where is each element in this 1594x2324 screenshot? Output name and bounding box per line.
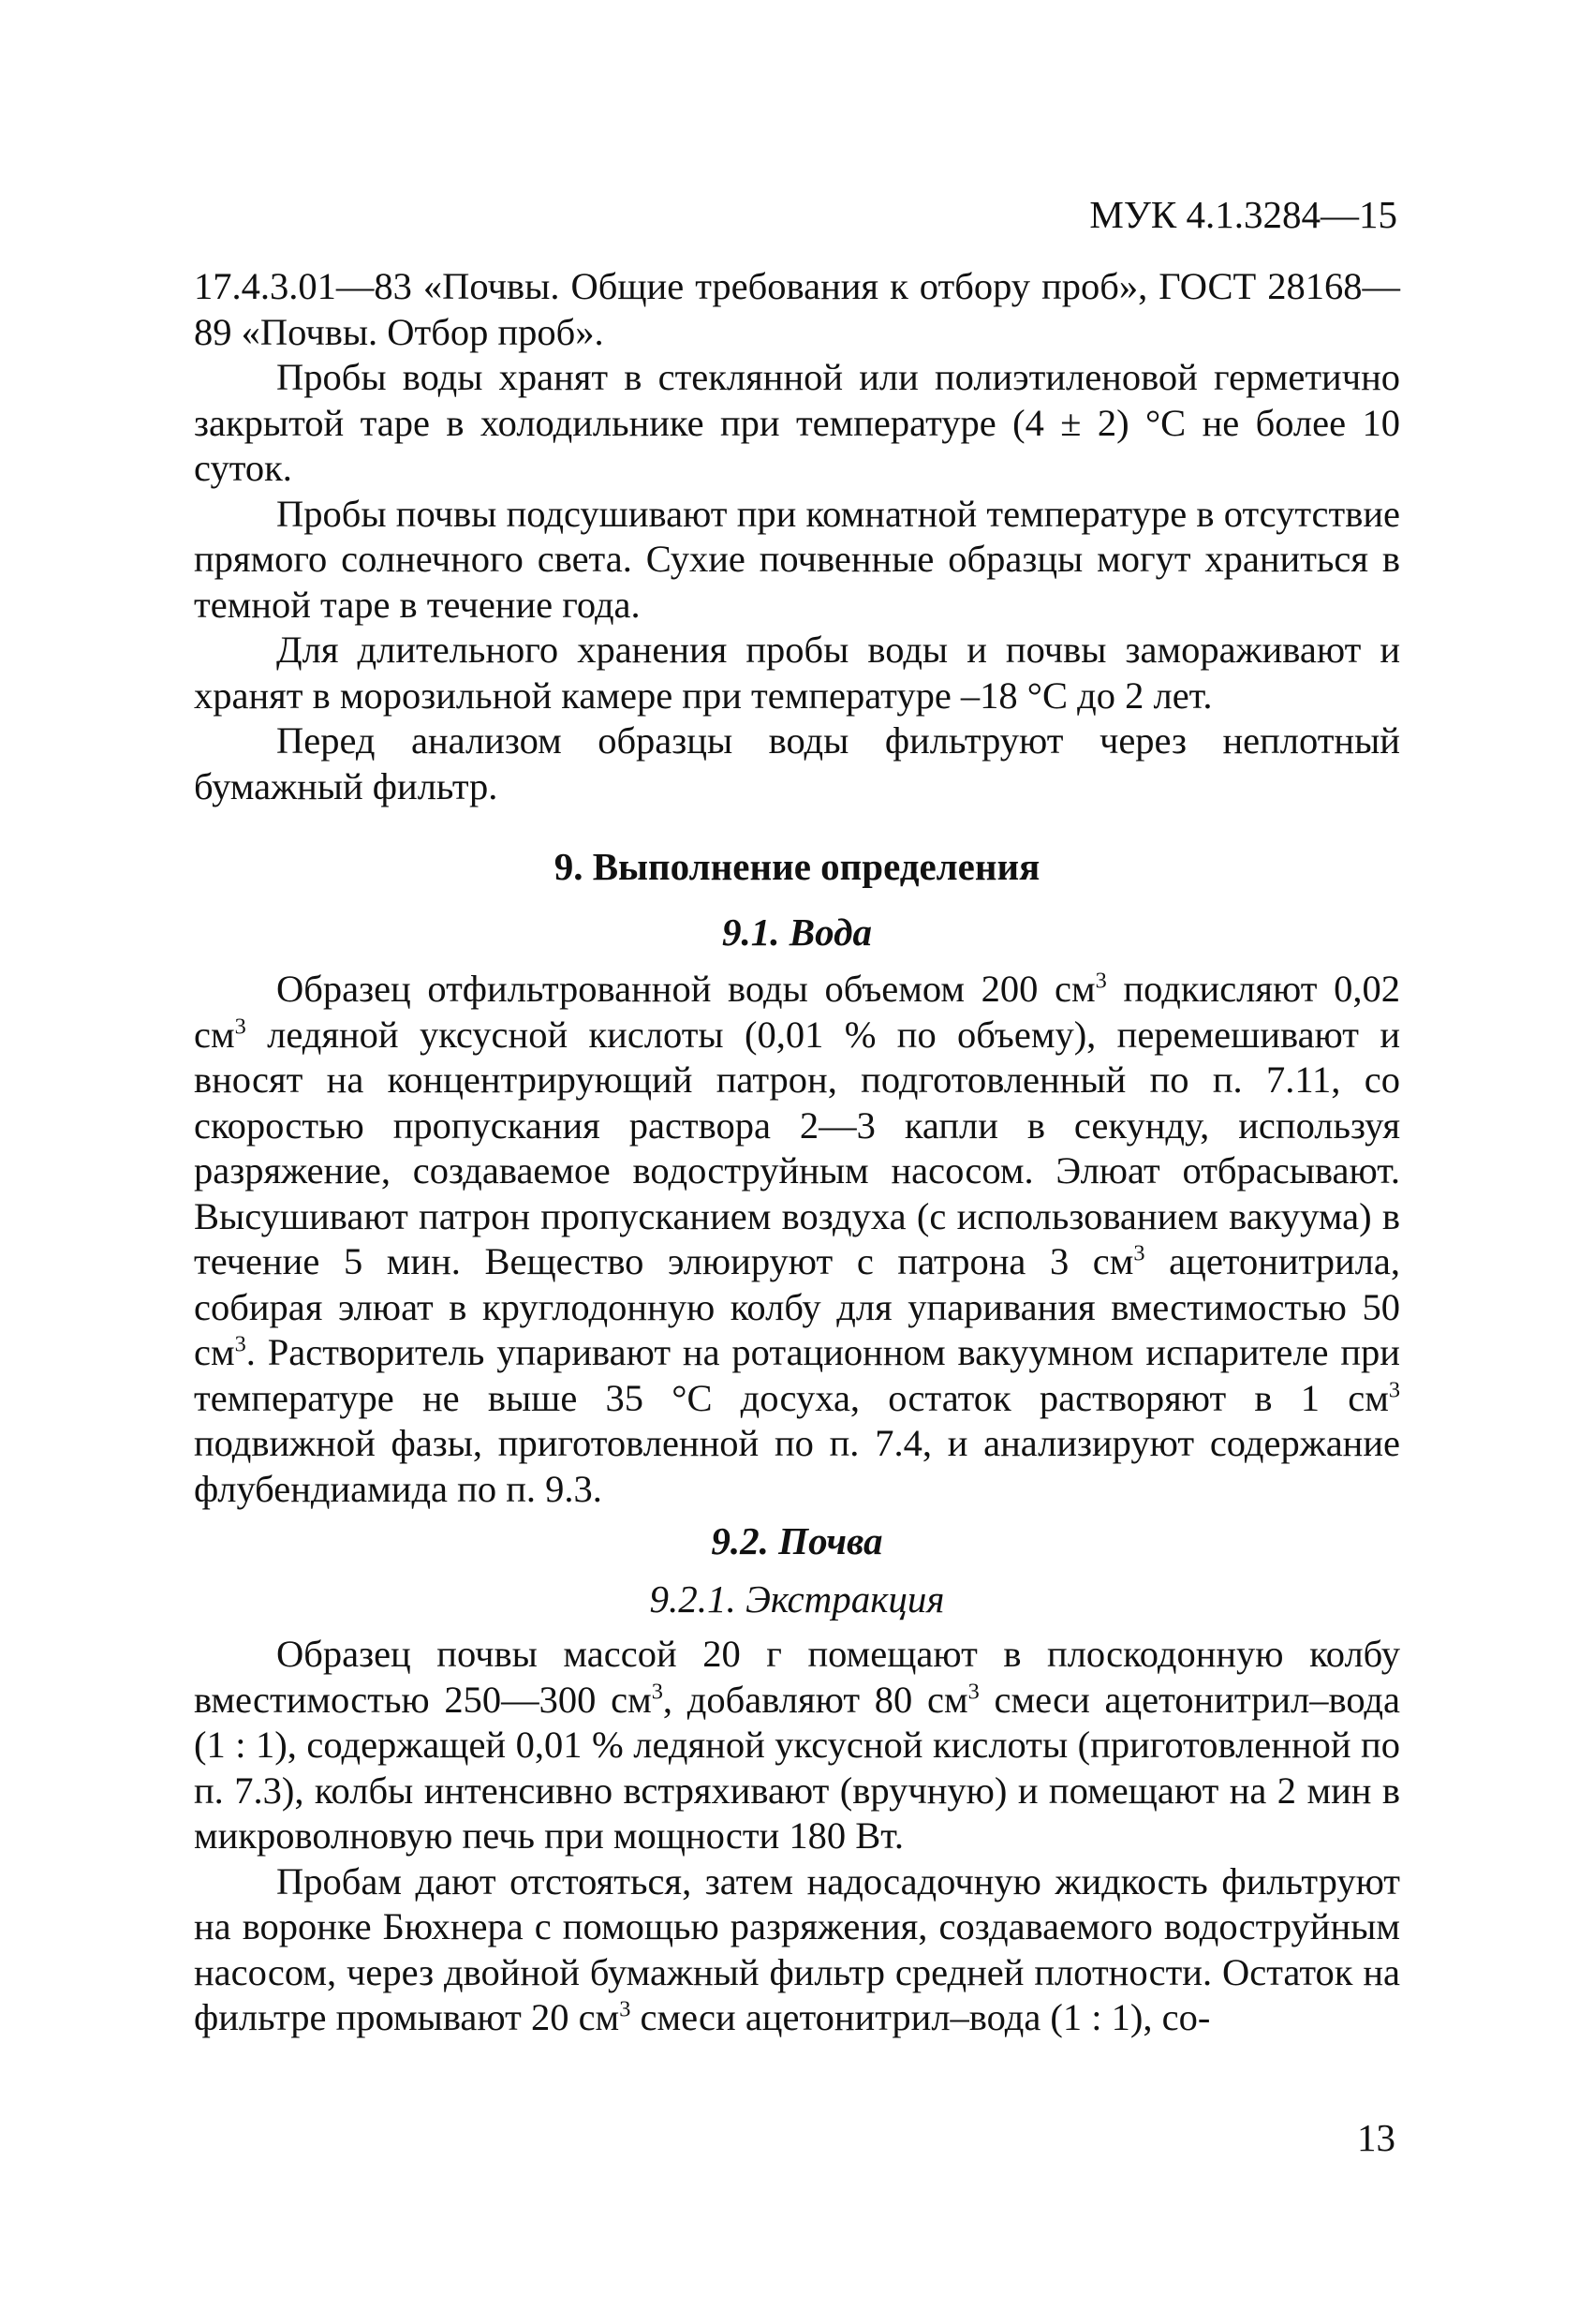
superscript: 3 (1388, 1377, 1400, 1402)
superscript: 3 (619, 1996, 631, 2022)
text-fragment: смеси ацетонитрил–вода (1 : 1), со- (630, 1996, 1211, 2038)
superscript: 3 (1133, 1240, 1145, 1266)
paragraph-water-storage: Пробы воды хранят в стеклянной или полиэтиленовой герметично закрытой таре в холодильнике при температуре (4 ± 2) °С не более 10 суток. (194, 356, 1400, 489)
text-fragment: смеси ацетонитрил–вода (1 : 1), содержащей 0,01 % ледяной уксусной кислоты (приготовленной по п. 7.3), колбы интенсивно встряхивают (вручную) и помещают на 2 мин в микроволновую печь при мощности 180 Вт. (194, 1678, 1400, 1857)
superscript: 3 (234, 1331, 246, 1357)
text-fragment: Образец почвы массой 20 г помещают в плоскодонную колбу вместимостью 250—300 см (194, 1633, 1400, 1721)
paragraph-soil-extraction (194, 1632, 1400, 1859)
paragraph-gost-reference: 17.4.3.01—83 «Почвы. Общие требования к отбору проб», ГОСТ 28168—89 «Почвы. Отбор проб». (194, 265, 1400, 353)
superscript: 3 (651, 1679, 663, 1704)
superscript: 3 (234, 1014, 246, 1039)
text-fragment: Пробам дают отстояться, затем надосадочную жидкость фильтруют на воронке Бюхнера с помощью разряжения, создаваемого водоструйным насосом, через двойной бумажный фильтр средней плотности. Остаток на фильтре промывают 20 см (194, 1859, 1400, 2038)
text-fragment: подвижной фазы, приготовленной по п. 7.4, и анализируют содержание флубендиамида по п. 9.3. (194, 1422, 1400, 1510)
paragraph-water-filtering: Перед анализом образцы воды фильтруют через неплотный бумажный фильтр. (194, 719, 1400, 807)
text-fragment: Образец отфильтрованной воды объемом 200 см (276, 968, 1096, 1010)
document-code-header: МУК 4.1.3284—15 (1089, 193, 1397, 236)
text-fragment: ледяной уксусной кислоты (0,01 % по объему), перемешивают и вносят на концентрирующий патрон, подготовленный по п. 7.11, со скоростью пропускания раствора 2—3 капли в секунду, используя разряжение, создаваемое водоструйным насосом. Элюат отбрасывают. Высушивают патрон пропусканием воздуха (с использованием вакуума) в течение 5 мин. Вещество элюируют с патрона 3 см (194, 1013, 1400, 1282)
document-body (194, 264, 1400, 2041)
paragraph-long-storage: Для длительного хранения пробы воды и почвы замораживают и хранят в морозильной камере при температуре –18 °С до 2 лет. (194, 629, 1400, 717)
text-fragment: , добавляют 80 см (662, 1678, 968, 1721)
paragraph-soil-filtering (194, 1859, 1400, 2041)
subsection-title-water: 9.1. Вода (722, 910, 872, 954)
paragraph-water-procedure (194, 967, 1400, 1512)
text-fragment: подкисляют 0,02 см (194, 968, 1400, 1056)
superscript: 3 (967, 1679, 980, 1704)
subsubsection-title-extraction: 9.2.1. Экстракция (649, 1577, 945, 1621)
paragraph-soil-drying: Пробы почвы подсушивают при комнатной температуре в отсутствие прямого солнечного света. Сухие почвенные образцы могут храниться в темной таре в течение года. (194, 492, 1400, 626)
superscript: 3 (1095, 968, 1107, 994)
text-fragment: . Растворитель упаривают на ротационном вакуумном испарителе при температуре не выше 35 °С досуха, остаток растворяют в 1 см (194, 1331, 1400, 1419)
text-fragment: ацетонитрила, собирая элюат в круглодонную колбу для упаривания вместимостью 50 см (194, 1240, 1400, 1373)
page-number: 13 (1357, 2116, 1395, 2159)
section-title: 9. Выполнение определения (553, 845, 1041, 888)
subsection-title-soil: 9.2. Почва (711, 1519, 883, 1562)
